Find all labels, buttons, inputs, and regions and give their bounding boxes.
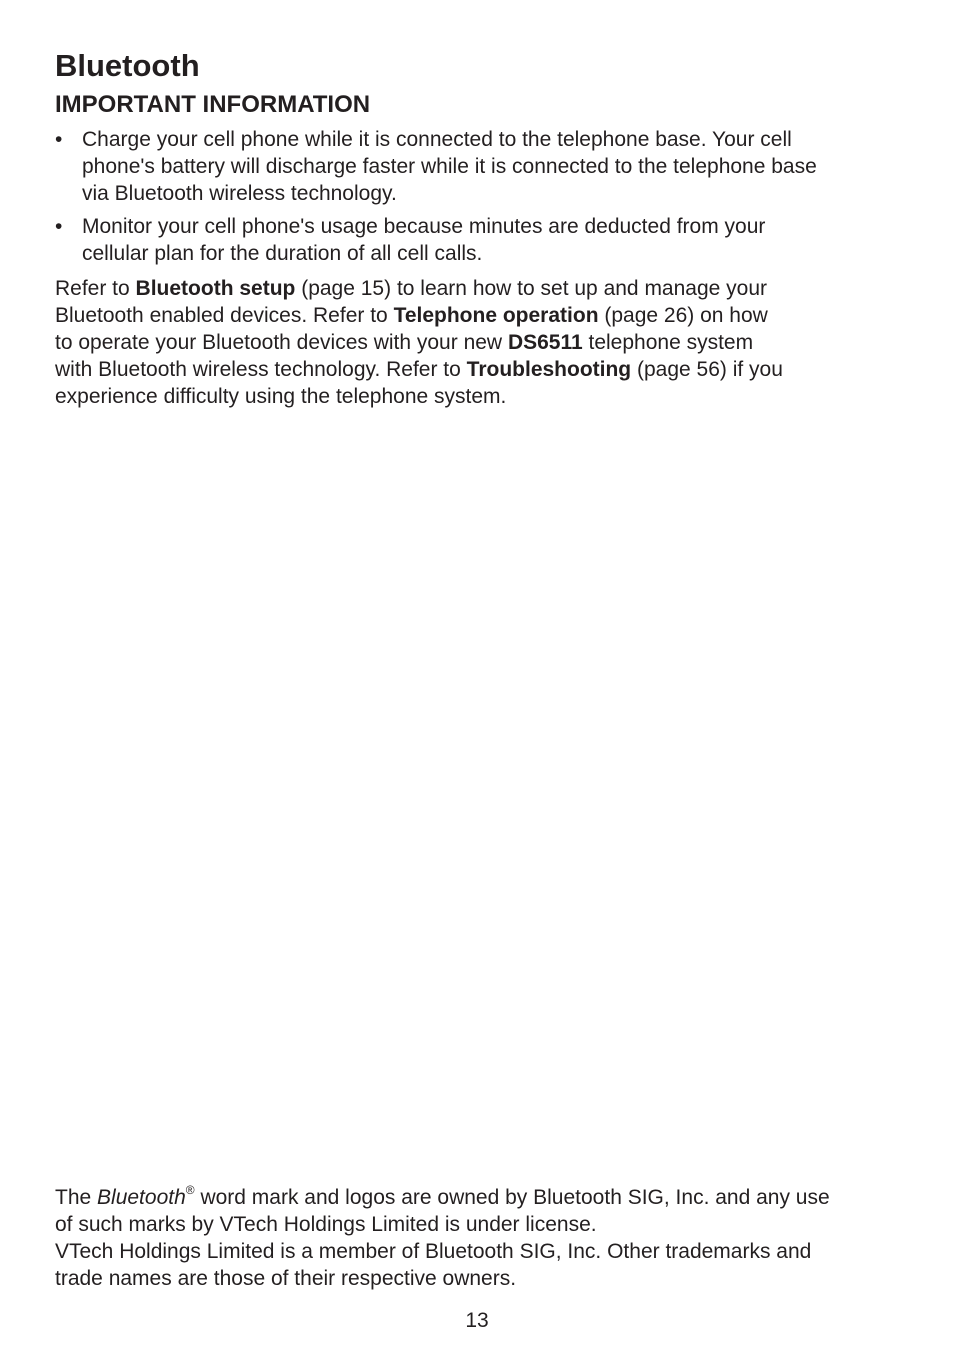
list-item (55, 126, 915, 207)
text-run: to operate your Bluetooth devices with your new (55, 331, 508, 354)
text-run: The (55, 1186, 98, 1209)
bullet-icon: • (55, 128, 63, 151)
text-run: (page 15) to learn how to set up and manage your (295, 277, 768, 300)
model-number: DS6511 (507, 331, 583, 354)
section-heading: IMPORTANT INFORMATION (55, 91, 371, 118)
text-run: telephone system (582, 331, 754, 354)
bullet-text-line: Charge your cell phone while it is connected to the telephone base. Your cell (82, 128, 792, 151)
text-run: with Bluetooth wireless technology. Refer to (55, 358, 467, 381)
telephone-operation-ref: Telephone operation (393, 304, 599, 327)
paragraph-line (55, 302, 915, 329)
bullet-icon: • (55, 215, 63, 238)
notice-line: trade names are those of their respective owners. (55, 1267, 517, 1290)
registered-mark: ® (185, 1183, 195, 1197)
text-run: (page 56) if you (631, 358, 783, 381)
paragraph-line: experience difficulty using the telephone system. (55, 385, 507, 408)
bullet-text-line: cellular plan for the duration of all cell calls. (82, 242, 483, 265)
text-run: Refer to (55, 277, 136, 300)
notice-line: of such marks by VTech Holdings Limited is under license. (55, 1213, 597, 1236)
list-item (55, 213, 915, 267)
bullet-text-line: via Bluetooth wireless technology. (82, 182, 397, 205)
bluetooth-wordmark: Bluetooth (97, 1186, 186, 1209)
text-run: word mark and logos are owned by Bluetooth SIG, Inc. and any use (194, 1186, 830, 1209)
troubleshooting-ref: Troubleshooting (466, 358, 632, 381)
page-title: Bluetooth (55, 48, 200, 83)
notice-line (55, 1184, 925, 1211)
important-info-list (55, 126, 915, 273)
bluetooth-setup-ref: Bluetooth setup (135, 277, 296, 300)
page-number: 13 (465, 1309, 489, 1332)
bullet-text-line: phone's battery will discharge faster while it is connected to the telephone base (82, 155, 817, 178)
paragraph-line (55, 275, 915, 302)
paragraph-line (55, 356, 915, 383)
text-run: (page 26) on how (598, 304, 768, 327)
paragraph-line (55, 329, 915, 356)
reference-paragraph (55, 275, 915, 410)
text-run: Bluetooth enabled devices. Refer to (55, 304, 394, 327)
bullet-text-line: Monitor your cell phone's usage because minutes are deducted from your (82, 215, 766, 238)
trademark-notice (55, 1184, 925, 1292)
notice-line: VTech Holdings Limited is a member of Bluetooth SIG, Inc. Other trademarks and (55, 1240, 812, 1263)
